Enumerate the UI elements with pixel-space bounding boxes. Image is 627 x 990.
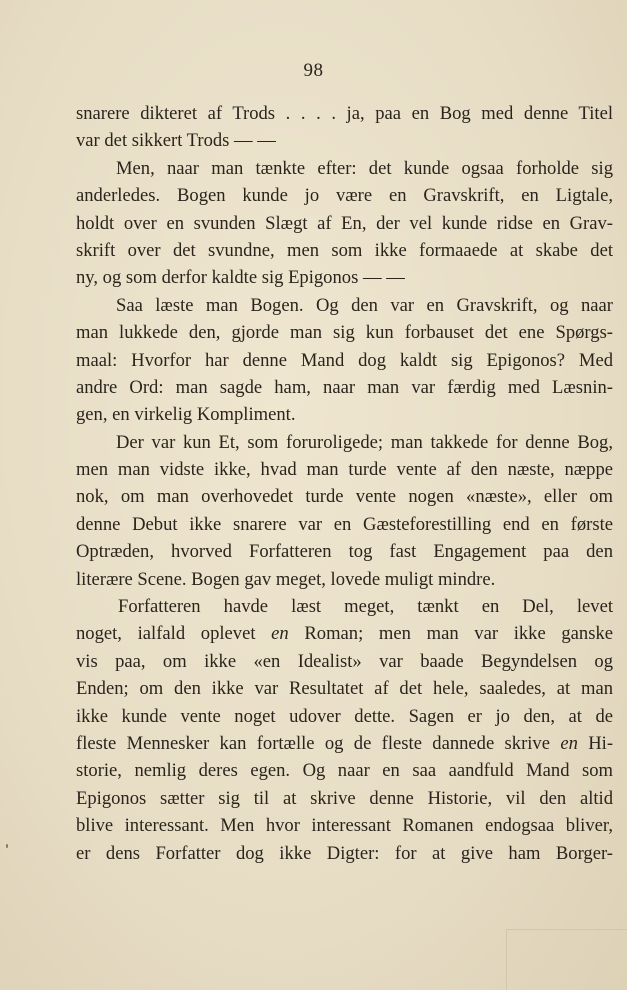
body-text (76, 100, 613, 867)
text-line: var det sikkert Trods — — (76, 130, 276, 152)
text-line: vis paa, om ikke «en Idealist» var baade Begyndelsen og (76, 650, 613, 672)
text-line: nok, om man overhovedet turde vente nogen «næste», eller om (76, 486, 613, 508)
text-line: Optræden, hvorved Forfatteren tog fast Engagement paa den (76, 541, 613, 563)
text-line: man lukkede den, gjorde man sig kun forbauset det ene Spørgs- (76, 322, 613, 344)
text-line: literære Scene. Bogen gav meget, lovede muligt mindre. (76, 568, 496, 590)
text-line: snarere dikteret af Trods . . . . ja, paa en Bog med denne Titel (76, 103, 613, 124)
text-line: Epigonos sætter sig til at skrive denne Historie, vil den altid (76, 787, 613, 809)
text-line: andre Ord: man sagde ham, naar man var færdig med Læsnin- (76, 376, 613, 398)
text-line: er dens Forfatter dog ikke Digter: for at give ham Borger- (76, 842, 613, 864)
text-line: anderledes. Bogen kunde jo være en Gravskrift, en Ligtale, (76, 185, 613, 207)
text-line: noget, ialfald oplevet en Roman; men man var ikke ganske (76, 623, 613, 645)
text-line: denne Debut ikke snarere var en Gæsteforestilling end en første (76, 513, 613, 535)
margin-mark (6, 844, 8, 848)
text-line: ikke kunde vente noget udover dette. Sagen er jo den, at de (76, 705, 613, 727)
text-line: Men, naar man tænkte efter: det kunde ogsaa forholde sig (116, 157, 613, 179)
text-line: fleste Mennesker kan fortælle og de fleste dannede skrive en Hi- (76, 732, 614, 754)
text-line: holdt over en svunden Slægt af En, der vel kunde ridse en Grav- (76, 212, 613, 234)
text-line: maal: Hvorfor har denne Mand dog kaldt sig Epigonos? Med (76, 349, 613, 371)
page-number: 98 (303, 60, 324, 81)
text-line: men man vidste ikke, hvad man turde vente af den næste, næppe (76, 459, 613, 481)
text-line: Saa læste man Bogen. Og den var en Gravskrift, og naar (116, 294, 613, 316)
text-line: Enden; om den ikke var Resultatet af det hele, saaledes, at man (76, 678, 613, 700)
text-line: gen, en virkelig Kompliment. (76, 404, 296, 426)
text-line: Der var kun Et, som foruroligede; man takkede for denne Bog, (116, 431, 613, 453)
text-line: Forfatteren havde læst meget, tænkt en Del, levet (118, 596, 613, 618)
page-corner-lines (506, 929, 627, 990)
italic-word: en (560, 732, 578, 754)
text-line: blive interessant. Men hvor interessant Romanen endogsaa bliver, (76, 815, 613, 837)
text-line: ny, og som derfor kaldte sig Epigonos — — (76, 267, 405, 289)
italic-word: en (271, 623, 289, 645)
text-line: storie, nemlig deres egen. Og naar en saa aandfuld Mand som (76, 760, 613, 782)
text-line: skrift over det svundne, men som ikke formaaede at skabe det (76, 239, 613, 261)
